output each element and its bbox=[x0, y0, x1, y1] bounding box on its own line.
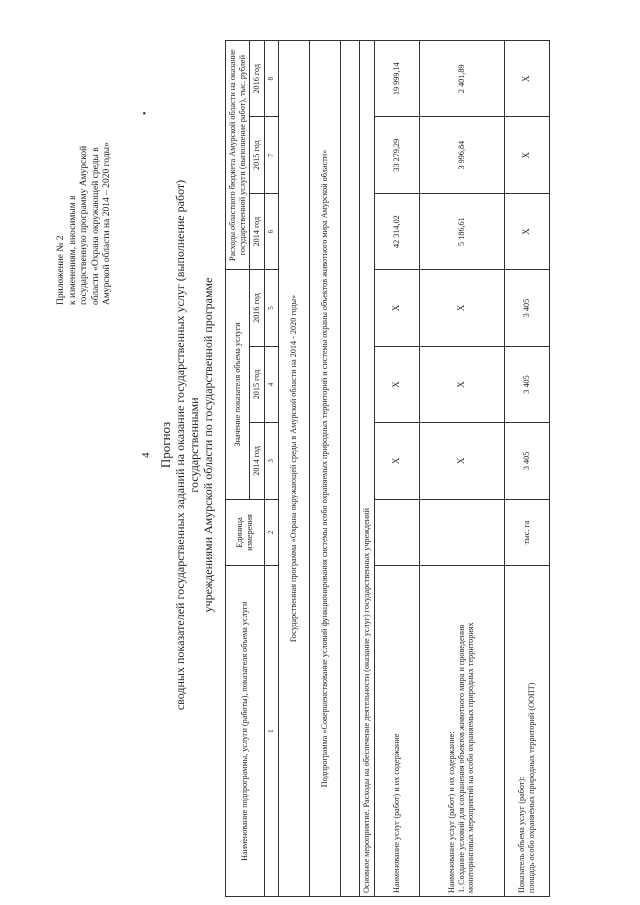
row-name: Показатель объема услуг (работ): площадь особо охраняемых природных территорий (ООПТ) bbox=[504, 566, 549, 897]
row-unit bbox=[374, 499, 419, 566]
column-number: 3 bbox=[264, 423, 279, 499]
year-header: 2015 год bbox=[250, 346, 265, 422]
column-number: 5 bbox=[264, 270, 279, 346]
subprogram-title: Подпрограмма «Совершенствование условий функционирования системы особо охраняемых природных территорий и системы охраны объектов животного мира Амурской области» bbox=[310, 41, 341, 897]
year-header: 2016 год bbox=[250, 270, 265, 346]
program-row bbox=[279, 41, 310, 897]
title-line: Прогноз bbox=[158, 421, 173, 469]
appendix-line: к изменениям, вносимым в bbox=[67, 195, 78, 305]
row-value-2015: 3 405 bbox=[504, 346, 549, 422]
document-title bbox=[158, 135, 215, 755]
row-value-2015: Х bbox=[374, 346, 419, 422]
row-expense-2015: 33 279,29 bbox=[374, 117, 419, 193]
appendix-note bbox=[56, 55, 114, 305]
appendix-line: Амурской области на 2014 – 2020 годы» bbox=[102, 142, 112, 305]
program-title: Государственная программа «Охрана окружающей среды в Амурской области на 2014 - 2020 годы» bbox=[279, 41, 310, 897]
row-unit bbox=[419, 499, 504, 566]
title-line: учреждениями Амурской области по государственной программе bbox=[201, 277, 215, 613]
appendix-line: Приложение № 2 bbox=[56, 235, 66, 305]
row-expense-2016: 19 999,14 bbox=[374, 41, 419, 117]
row-value-2016: Х bbox=[419, 270, 504, 346]
column-number: 4 bbox=[264, 346, 279, 422]
row-expense-2016: 2 401,89 bbox=[419, 41, 504, 117]
year-header: 2015 год bbox=[250, 117, 265, 193]
row-expense-2014: 5 186,61 bbox=[419, 193, 504, 269]
appendix-line: области «Охрана окружающей среды в bbox=[90, 147, 101, 305]
header-unit: Единица измерения bbox=[226, 499, 265, 566]
appendix-line: государственную программу Амурской bbox=[79, 145, 89, 305]
main-event-row bbox=[360, 41, 375, 897]
subprogram-row bbox=[310, 41, 341, 897]
column-number-row bbox=[264, 41, 279, 897]
row-expense-2014: 42 314,02 bbox=[374, 193, 419, 269]
row-value-2014: Х bbox=[419, 423, 504, 499]
row-value-2016: Х bbox=[374, 270, 419, 346]
header-row bbox=[226, 41, 250, 897]
row-value-2016: 3 405 bbox=[504, 270, 549, 346]
main-event-title: Основное мероприятие. Расходы на обеспечение деятельности (оказание услуг) государственных учреждений bbox=[360, 41, 375, 897]
header-indicator: Значение показателя объема услуги bbox=[226, 270, 250, 499]
table-row bbox=[504, 41, 549, 897]
row-unit: тыс. га bbox=[504, 499, 549, 566]
column-number: 8 bbox=[264, 41, 279, 117]
year-header: 2014 год bbox=[250, 423, 265, 499]
title-line: сводных показателей государственных заданий на оказание государственных услуг (выполнение работ) государственными bbox=[173, 179, 201, 711]
row-value-2014: 3 405 bbox=[504, 423, 549, 499]
page-number: 4 bbox=[140, 452, 152, 458]
margin-mark: • bbox=[140, 111, 151, 115]
row-expense-2015: 3 996,84 bbox=[419, 117, 504, 193]
row-expense-2014: Х bbox=[504, 193, 549, 269]
column-number: 7 bbox=[264, 117, 279, 193]
header-expenses: Расходы областного бюджета Амурской области на оказание государственной услуги (выполнение работ), тыс. рублей bbox=[226, 41, 250, 270]
header-name: Наименование подпрограммы, услуги (работы), показателя объема услуги bbox=[226, 566, 265, 897]
forecast-table bbox=[225, 40, 550, 897]
column-number: 6 bbox=[264, 193, 279, 269]
row-expense-2015: Х bbox=[504, 117, 549, 193]
empty-row bbox=[341, 41, 360, 897]
row-value-2014: Х bbox=[374, 423, 419, 499]
year-header: 2016 год bbox=[250, 41, 265, 117]
row-name: Наименование услуг (работ) и их содержание bbox=[374, 566, 419, 897]
row-value-2015: Х bbox=[419, 346, 504, 422]
year-header: 2014 год bbox=[250, 193, 265, 269]
row-name: Наименование услуг (работ) и их содержание: 1. Создание условий для сохранения объектов животного мира и проведения мониторинговых мероприятий на особо охраняемых природных территориях bbox=[419, 566, 504, 897]
column-number: 1 bbox=[264, 566, 279, 897]
row-expense-2016: Х bbox=[504, 41, 549, 117]
column-number: 2 bbox=[264, 499, 279, 566]
table-row bbox=[419, 41, 504, 897]
table-row bbox=[374, 41, 419, 897]
